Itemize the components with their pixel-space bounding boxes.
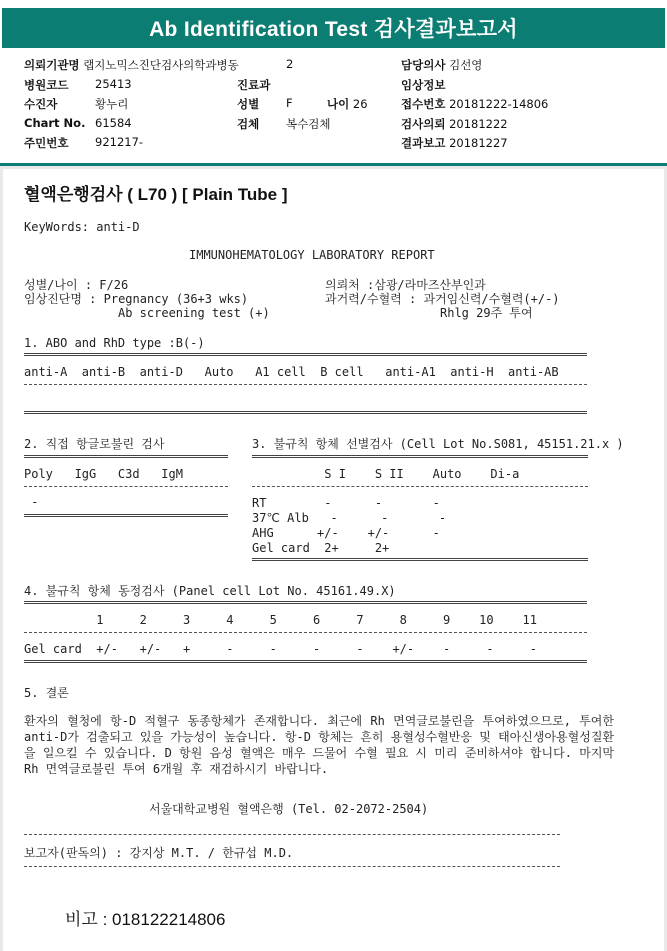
- section4-title: 4. 불규칙 항체 동정검사 (Panel cell Lot No. 45161.49.X): [24, 584, 396, 598]
- history-line-2: Rhlg 29주 투여: [440, 306, 533, 320]
- divider: [24, 514, 228, 517]
- section3-row: Gel card 2+ 2+: [252, 541, 390, 555]
- section3-row: RT - - -: [252, 496, 440, 510]
- institution-value: 랩지노믹스진단검사의학과병동: [83, 58, 239, 72]
- age-label: 나이: [327, 97, 350, 111]
- diagnosis-line-2: Ab screening test (+): [118, 306, 270, 320]
- hospital-line: 서울대학교병원 혈액은행 (Tel. 02-2072-2504): [149, 802, 429, 816]
- keywords: KeyWords: anti-D: [24, 220, 140, 234]
- request-value: 20181222: [449, 117, 508, 131]
- divider: [24, 455, 228, 458]
- reporter-line: 보고자(판독의) : 강지상 M.T. / 한규섭 M.D.: [24, 846, 294, 860]
- report-title: Ab Identification Test 검사결과보고서: [2, 8, 665, 48]
- chart-label: Chart No.: [24, 116, 86, 130]
- divider: [24, 660, 587, 663]
- receipt-label: 접수번호: [401, 97, 446, 111]
- divider: [24, 866, 560, 867]
- specimen-value: 복수검체: [286, 117, 331, 131]
- section5-title: 5. 결론: [24, 686, 69, 700]
- sex-label: 성별: [237, 97, 260, 111]
- section1-header: anti-A anti-B anti-D Auto A1 cell B cell anti-A1 anti-H anti-AB: [24, 365, 559, 379]
- resident-label: 주민번호: [24, 136, 69, 150]
- referrer-line: 의뢰처 :삼광/라마즈산부인과: [325, 278, 486, 292]
- divider: [24, 384, 587, 385]
- section3-row: 37℃ Alb - - -: [252, 511, 447, 525]
- sheet-title: 혈액은행검사 ( L70 ) [ Plain Tube ]: [24, 185, 288, 204]
- dept-label: 진료과: [237, 78, 271, 92]
- divider: [24, 486, 228, 487]
- divider: [24, 411, 587, 414]
- section2-value: -: [24, 495, 39, 509]
- chart-value: 61584: [95, 116, 132, 130]
- doctor-value: 김선영: [449, 58, 483, 72]
- section3-row: AHG +/- +/- -: [252, 526, 440, 540]
- patient-value: 황누리: [95, 97, 129, 111]
- section3-title: 3. 불규칙 항체 선별검사 (Cell Lot No.S081, 45151.21.x ): [252, 437, 624, 451]
- sex-value: F: [286, 96, 293, 110]
- remark: 비고 : 018122214806: [65, 910, 226, 929]
- age-value: 26: [352, 97, 368, 111]
- diagnosis-line: 임상진단명 : Pregnancy (36+3 wks): [24, 292, 249, 306]
- history-line: 과거력/수혈력 : 과거임신력/수혈력(+/-): [325, 292, 560, 306]
- section1-title: 1. ABO and RhD type :B(-): [24, 336, 205, 350]
- divider: [252, 558, 588, 561]
- hospital-code-value: 25413: [95, 77, 132, 91]
- divider: [252, 486, 588, 487]
- receipt-value: 20181222-14806: [449, 97, 549, 111]
- sex-age-line: 성별/나이 : F/26: [24, 278, 129, 292]
- divider: [24, 601, 587, 604]
- report-heading: IMMUNOHEMATOLOGY LABORATORY REPORT: [189, 248, 435, 262]
- report-date-label: 결과보고: [401, 136, 446, 150]
- section2-title: 2. 직접 항글로불린 검사: [24, 437, 165, 451]
- divider: [24, 834, 560, 835]
- ward-value: 2: [286, 57, 294, 71]
- header-divider: [0, 163, 667, 166]
- hospital-code-label: 병원코드: [24, 78, 69, 92]
- divider: [24, 632, 587, 633]
- divider: [252, 455, 588, 458]
- report-header: [0, 0, 667, 166]
- request-label: 검사의뢰: [401, 117, 446, 131]
- section4-row: Gel card +/- +/- + - - - - +/- - - -: [24, 642, 537, 656]
- clinical-label: 임상정보: [401, 78, 446, 92]
- section4-header: 1 2 3 4 5 6 7 8 9 10 11: [24, 613, 537, 627]
- report-date-value: 20181227: [449, 136, 508, 150]
- resident-value: 921217-: [95, 135, 144, 149]
- divider: [24, 353, 587, 356]
- section3-header: S I S II Auto Di-a: [252, 467, 520, 481]
- patient-label: 수진자: [24, 97, 58, 111]
- institution-label: 의뢰기관명: [24, 58, 80, 72]
- specimen-label: 검체: [237, 117, 260, 131]
- doctor-label: 담당의사: [401, 58, 446, 72]
- conclusion-text: 환자의 혈청에 항-D 적혈구 동종항체가 존재합니다. 최근에 Rh 면역글로불린을 투여하였으므로, 투여한 anti-D가 검출되고 있을 가능성이 높습니다. 항-D 항체는 흔히 용혈성수혈반응 및 태아신생아용혈성질환을 일으킬 수 있습니다. D 항원 음성 혈액은 매우 드물어 수혈 필요 시 미리 준비하셔야 합니다. 마지막 Rh 면역글로불린 투여 6개월 후 재검하시기 바랍니다.: [24, 714, 614, 776]
- section2-header: Poly IgG C3d IgM: [24, 467, 183, 481]
